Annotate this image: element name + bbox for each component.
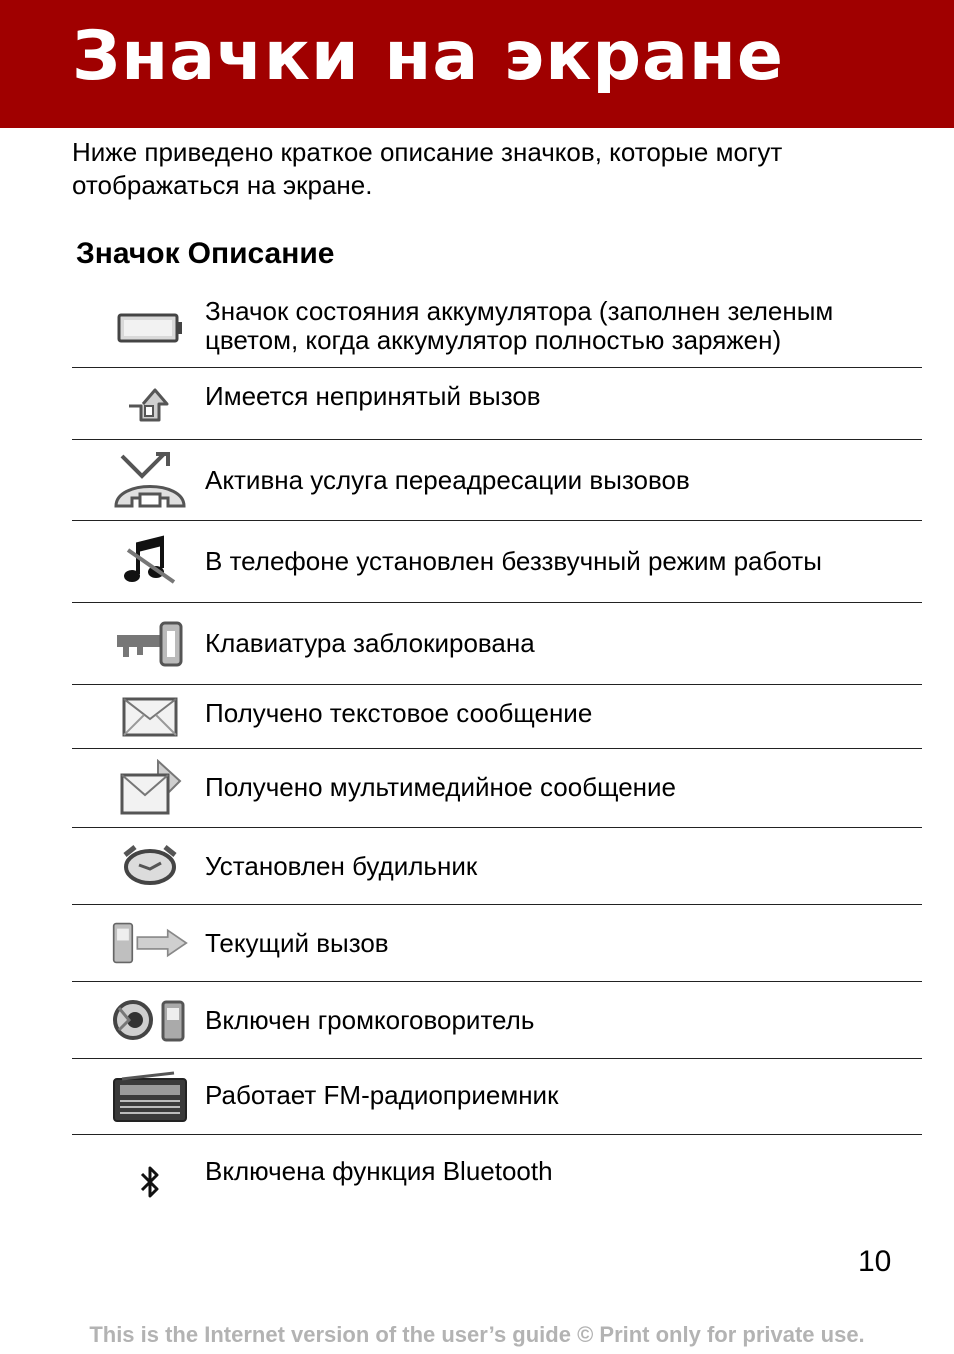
row-description: Получено текстовое сообщение [205,698,593,728]
row-description: Значок состояния аккумулятора (заполнен зеленым цветом, когда аккумулятор полностью заряжен) [205,296,834,355]
silent-mode-icon [112,521,188,602]
table-row [72,749,922,828]
icon-table [72,288,922,1215]
row-description: Активна услуга переадресации вызовов [205,465,690,495]
page-title: Значки на экране [72,17,785,96]
table-row [72,440,922,521]
battery-icon [112,288,188,367]
row-description: Текущий вызов [205,928,389,958]
row-description: Имеется непринятый вызов [205,381,541,411]
title-banner [0,0,954,128]
call-divert-icon [112,440,188,520]
loudspeaker-icon [112,982,188,1058]
row-description: Получено мультимедийное сообщение [205,772,676,802]
missed-call-icon [112,368,188,439]
table-row [72,685,922,749]
row-description: Клавиатура заблокирована [205,628,535,658]
table-row [72,288,922,368]
row-description: Включена функция Bluetooth [205,1156,553,1186]
table-row [72,905,922,982]
table-row [72,521,922,603]
table-row [72,368,922,440]
row-description: Работает FM-радиоприемник [205,1080,559,1110]
table-row [72,828,922,905]
table-row [72,982,922,1059]
keypad-lock-icon [112,603,188,684]
row-description: Установлен будильник [205,851,478,881]
table-row [72,1059,922,1135]
intro-paragraph: Ниже приведено краткое описание значков, которые могут отображаться на экране. [72,137,783,200]
table-header [76,236,335,272]
bluetooth-icon [112,1135,188,1215]
table-row [72,603,922,685]
row-description: Включен громкоговоритель [205,1005,535,1035]
text-message-icon [112,685,188,748]
table-row [72,1135,922,1215]
row-description: В телефоне установлен беззвучный режим работы [205,546,822,576]
page-number: 10 [858,1245,892,1278]
multimedia-message-icon [112,749,188,827]
ongoing-call-icon [112,905,188,981]
fm-radio-icon [112,1059,188,1134]
alarm-clock-icon [112,828,188,904]
column-header-icon: Значок [76,237,180,270]
footer-notice: This is the Internet version of the user’s guide © Print only for private use. [89,1322,865,1347]
column-header-description: Описание [187,237,335,270]
